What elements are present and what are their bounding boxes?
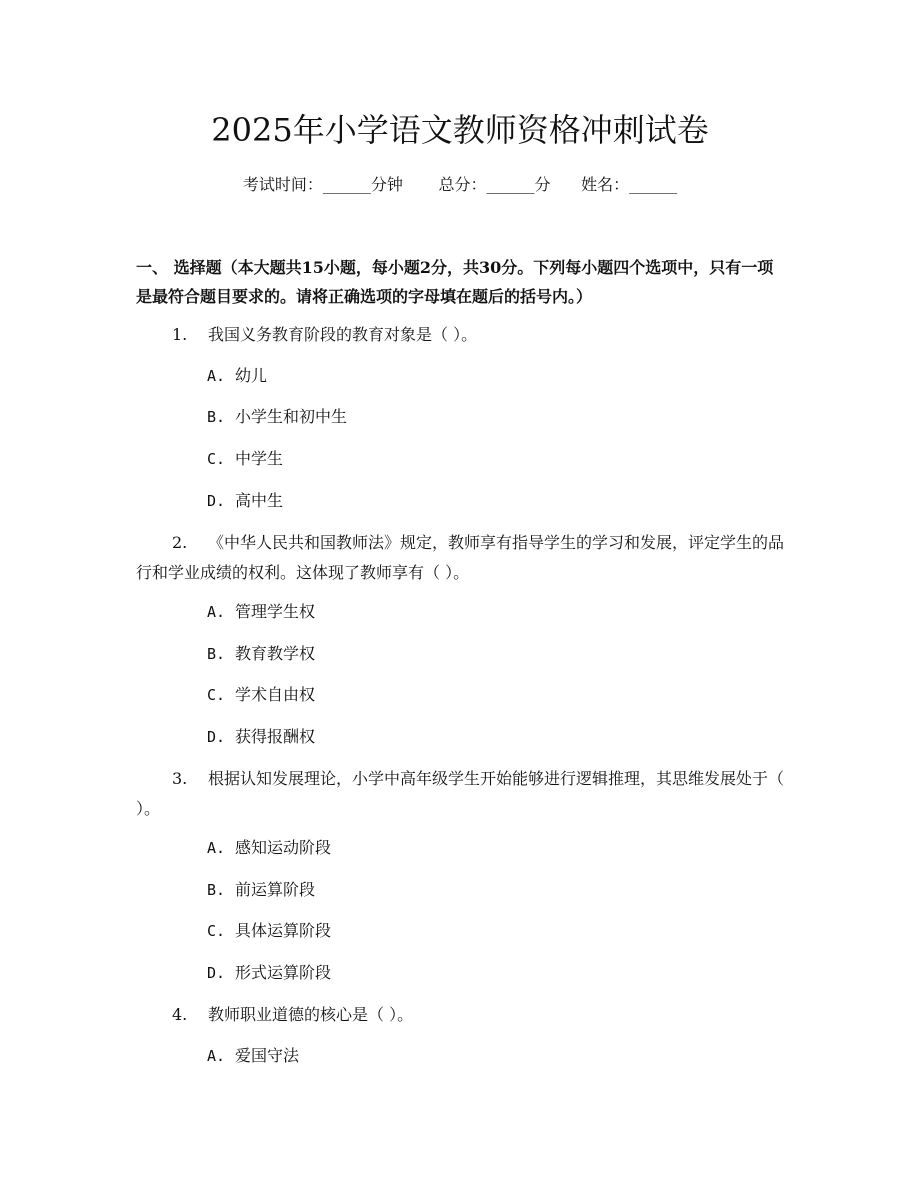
option-item [207, 600, 315, 624]
option-item [207, 405, 347, 429]
option-letter: D. [207, 728, 226, 746]
score-unit: 分 [534, 175, 551, 194]
section-heading: 一、 选择题（本大题共15小题，每小题2分，共30分。下列每小题四个选项中，只有一项是最符合题目要求的。请将正确选项的字母填在题后的括号内。） [136, 258, 774, 306]
question-text: 我国义务教育阶段的教育对象是（ ）。 [208, 325, 478, 344]
option-letter: C. [207, 922, 226, 940]
option-letter: A. [207, 839, 226, 857]
option-text: 高中生 [235, 491, 284, 510]
option-item [207, 919, 331, 943]
option-item [207, 683, 315, 707]
option-text: 教育教学权 [235, 644, 316, 663]
exam-info-line [0, 174, 920, 196]
option-text: 感知运动阶段 [235, 838, 332, 857]
option-text: 幼儿 [235, 366, 268, 385]
question-number: 3. [172, 769, 188, 788]
option-letter: A. [207, 1047, 226, 1065]
page-title: 2025年小学语文教师资格冲刺试卷 [211, 111, 709, 149]
time-blank: ______ [322, 175, 371, 194]
time-unit: 分钟 [370, 175, 403, 194]
option-letter: B. [207, 881, 226, 899]
option-item [207, 642, 315, 666]
option-text: 小学生和初中生 [235, 407, 348, 426]
option-letter: D. [207, 492, 226, 510]
option-text: 前运算阶段 [235, 880, 316, 899]
name-blank: ______ [629, 175, 678, 194]
option-item [207, 489, 283, 513]
question-number: 4. [172, 1005, 188, 1024]
question-text: 《中华人民共和国教师法》规定，教师享有指导学生的学习和发展，评定学生的品行和学业成绩的权利。这体现了教师享有（ ）。 [136, 533, 785, 582]
option-letter: D. [207, 964, 226, 982]
option-item [207, 1044, 299, 1068]
option-item [207, 836, 331, 860]
question-text: 教师职业道德的核心是（ ）。 [208, 1005, 414, 1024]
score-label: 总分： [438, 175, 487, 194]
question-number: 2. [172, 533, 188, 552]
option-item [207, 961, 331, 985]
option-text: 形式运算阶段 [235, 963, 332, 982]
option-item [207, 447, 283, 471]
option-text: 获得报酬权 [235, 727, 316, 746]
option-letter: C. [207, 686, 226, 704]
option-text: 管理学生权 [235, 602, 316, 621]
question-4 [136, 1000, 786, 1030]
option-letter: A. [207, 367, 226, 385]
name-label: 姓名： [581, 175, 630, 194]
option-text: 学术自由权 [235, 685, 316, 704]
score-blank: ______ [486, 175, 535, 194]
question-number: 1. [172, 325, 188, 344]
option-letter: A. [207, 603, 226, 621]
option-letter: B. [207, 408, 226, 426]
option-text: 中学生 [235, 449, 284, 468]
question-2 [136, 528, 786, 588]
option-text: 具体运算阶段 [235, 921, 332, 940]
question-1 [136, 320, 786, 350]
option-text: 爱国守法 [235, 1046, 300, 1065]
option-item [207, 364, 267, 388]
time-label: 考试时间： [242, 175, 323, 194]
option-item [207, 725, 315, 749]
option-letter: B. [207, 645, 226, 663]
option-letter: C. [207, 450, 226, 468]
question-3 [136, 764, 786, 824]
question-text: 根据认知发展理论，小学中高年级学生开始能够进行逻辑推理，其思维发展处于（ ）。 [136, 769, 785, 818]
option-item [207, 878, 315, 902]
